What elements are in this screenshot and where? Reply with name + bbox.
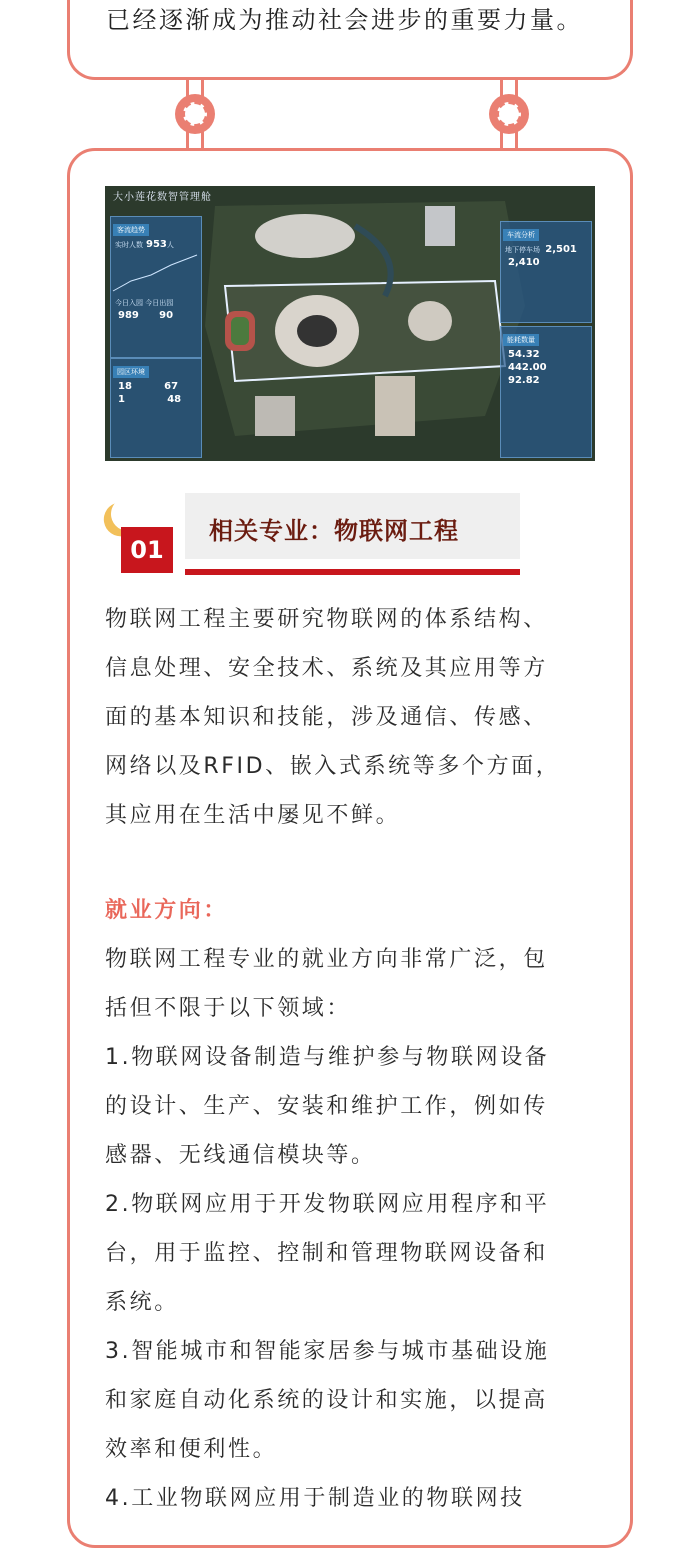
- dashboard-left-panel: [110, 216, 202, 358]
- intro-line: 信息处理、安全技术、系统及其应用等方: [105, 656, 548, 681]
- parking-value: 2,501: [545, 244, 577, 255]
- employment-line: 的设计、生产、安装和维护工作，例如传: [105, 1094, 548, 1119]
- previous-card-text: 已经逐渐成为推动社会进步的重要力量。: [106, 6, 583, 34]
- previous-content-card: [67, 0, 633, 80]
- noise-value: 48: [167, 394, 182, 405]
- dashboard-energy-panel: [500, 326, 592, 458]
- dashboard-title: 大小莲花数智管理舱: [113, 192, 212, 203]
- energy-value-2: 442.00: [508, 362, 547, 373]
- intro-line: 网络以及RFID、嵌入式系统等多个方面，: [105, 754, 561, 779]
- intro-line: 物联网工程主要研究物联网的体系结构、: [105, 607, 548, 632]
- employment-line: 括但不限于以下领域：: [105, 996, 352, 1021]
- employment-line: 4.工业物联网应用于制造业的物联网技: [105, 1486, 525, 1511]
- employment-line: 2.物联网应用于开发物联网应用程序和平: [105, 1192, 550, 1217]
- section-title: 相关专业：物联网工程: [209, 517, 459, 545]
- dashboard-right-panel: [500, 221, 592, 323]
- aqi-value: 1: [118, 394, 125, 405]
- env-header: 园区环境: [113, 366, 149, 378]
- realtime-count: 实时人数 953人: [115, 239, 174, 250]
- today-out-value: 90: [159, 310, 174, 321]
- section-title-underline: [185, 569, 520, 575]
- employment-line: 和家庭自动化系统的设计和实施，以提高: [105, 1388, 548, 1413]
- employment-line: 3.智能城市和智能家居参与城市基础设施: [105, 1339, 550, 1364]
- parking-label: 地下停车场: [505, 246, 540, 254]
- employment-line: 1.物联网设备制造与维护参与物联网设备: [105, 1045, 550, 1070]
- dashboard-screenshot-image: [105, 186, 595, 461]
- today-in-value: 989: [118, 310, 139, 321]
- employment-line: 效率和便利性。: [105, 1437, 278, 1462]
- humidity-value: 67: [164, 381, 179, 392]
- employment-heading: 就业方向：: [105, 898, 229, 923]
- employment-line: 物联网工程专业的就业方向非常广泛，包: [105, 947, 548, 972]
- card-connector-right: [486, 80, 532, 150]
- intro-line: 其应用在生活中屡见不鲜。: [105, 803, 401, 828]
- card-connector-left: [172, 80, 218, 150]
- temp-value: 18: [118, 381, 132, 392]
- traffic-header: 车流分析: [503, 229, 539, 241]
- today-in-out: 今日入园 今日出园: [115, 299, 174, 307]
- energy-value-1: 54.32: [508, 349, 540, 360]
- intro-line: 面的基本知识和技能，涉及通信、传感、: [105, 705, 548, 730]
- employment-line: 台，用于监控、控制和管理物联网设备和: [105, 1241, 548, 1266]
- section-title-box: [185, 493, 520, 559]
- employment-line: 感器、无线通信模块等。: [105, 1143, 376, 1168]
- trend-line-chart: [111, 251, 199, 293]
- passenger-trend-header: 客流趋势: [113, 224, 149, 236]
- employment-line: 系统。: [105, 1290, 179, 1315]
- traffic-value-2: 2,410: [508, 257, 540, 268]
- section-header: [105, 493, 525, 583]
- energy-value-3: 92.82: [508, 375, 540, 386]
- energy-header: 能耗数量: [503, 334, 539, 346]
- dashboard-env-panel: [110, 358, 202, 458]
- section-number: 01: [121, 527, 173, 573]
